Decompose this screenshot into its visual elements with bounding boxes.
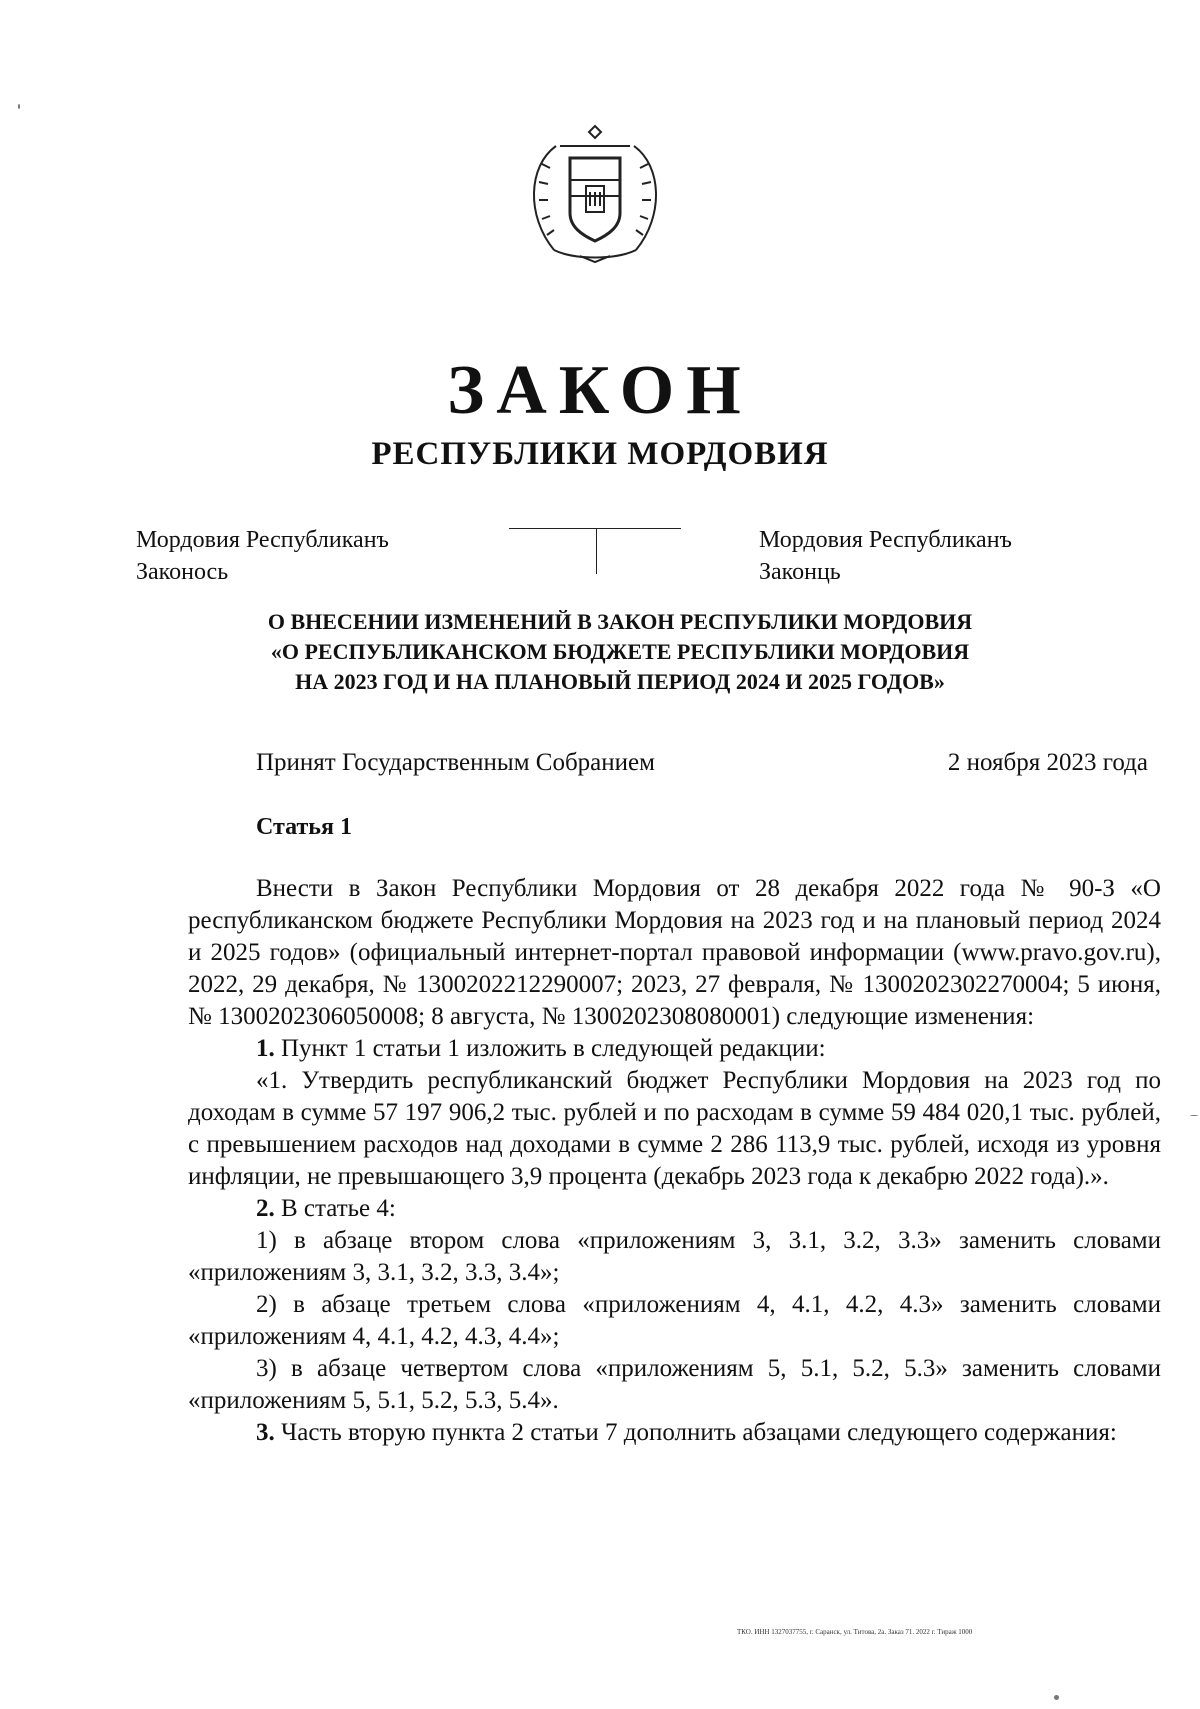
header-divider-vertical <box>596 528 597 574</box>
law-title-line-2: «О РЕСПУБЛИКАНСКОМ БЮДЖЕТЕ РЕСПУБЛИКИ МОРДОВИЯ <box>270 639 970 664</box>
law-title-line-3: НА 2023 ГОД И НА ПЛАНОВЫЙ ПЕРИОД 2024 И 2025 ГОДОВ» <box>295 669 945 694</box>
item-3 <box>188 1417 1161 1449</box>
item-2-subitem-2: 2) в абзаце третьем слова «приложениям 4, 4.1, 4.2, 4.3» заменить словами «приложениям 4, 4.1, 4.2, 4.3, 4.4»; <box>188 1291 1161 1350</box>
item-1-text: Пункт 1 статьи 1 изложить в следующей редакции: <box>274 1035 826 1062</box>
scan-speck <box>1054 1695 1059 1700</box>
article-intro: Внести в Закон Республики Мордовия от 28 декабря 2022 года № 90-З «О республиканском бюджете Республики Мордовия на 2023 год и на плановый период 2024 и 2025 годов» (официальный интернет-портал правовой информации (www.pravo.gov.ru), 2022, 29 декабря, № 1300202212290007; 2023, 27 февраля, № 1300202302270004; 5 июня, № 1300202306050008; 8 августа, № 1300202308080001) следующие изменения: <box>188 875 1161 1030</box>
item-3-number: 3. <box>256 1419 275 1446</box>
law-title-block <box>160 607 1080 697</box>
moksha-title-block <box>136 524 389 588</box>
item-2-subitem-1: 1) в абзаце втором слова «приложениям 3, 3.1, 3.2, 3.3» заменить словами «приложениям 3, 3.1, 3.2, 3.3, 3.4»; <box>188 1227 1161 1286</box>
adopted-date: 2 ноября 2023 года <box>947 749 1148 776</box>
document-title: ЗАКОН <box>447 352 753 429</box>
document-subtitle: РЕСПУБЛИКИ МОРДОВИЯ <box>371 436 829 472</box>
scan-speck <box>18 104 20 109</box>
article-body <box>188 873 1161 1449</box>
header-divider-horizontal <box>509 528 681 529</box>
scan-speck <box>1190 1115 1198 1116</box>
erzya-title-line-2: Законць <box>759 559 841 585</box>
erzya-title-block <box>759 524 1012 588</box>
item-1 <box>188 1033 1161 1065</box>
item-2-number: 2. <box>256 1195 275 1222</box>
moksha-title-line-2: Законось <box>136 559 229 585</box>
article-heading: Статья 1 <box>256 814 352 840</box>
coat-of-arms-icon <box>520 118 670 268</box>
law-title-line-1: О ВНЕСЕНИИ ИЗМЕНЕНИЙ В ЗАКОН РЕСПУБЛИКИ МОРДОВИЯ <box>267 609 973 634</box>
item-2-subitem-3: 3) в абзаце четвертом слова «приложениям 5, 5.1, 5.2, 5.3» заменить словами «приложениям 5, 5.1, 5.2, 5.3, 5.4». <box>188 1355 1161 1414</box>
moksha-title-line-1: Мордовия Республиканъ <box>136 527 389 553</box>
print-imprint: ТКО. ИНН 1327037755, г. Саранск, ул. Титова, 2а. Заказ 71. 2022 г. Тираж 1000 <box>737 1628 973 1636</box>
erzya-title-line-1: Мордовия Республиканъ <box>759 527 1012 553</box>
item-2 <box>188 1193 1161 1225</box>
item-1-quote: «1. Утвердить республиканский бюджет Республики Мордовия на 2023 год по доходам в сумме 57 197 906,2 тыс. рублей и по расходам в сумме 59 484 020,1 тыс. рублей, с превышением расходов над доходами в сумме 2 286 113,9 тыс. рублей, исходя из уровня инфляции, не превышающего 3,9 процента (декабрь 2023 года к декабрю 2022 года).». <box>188 1067 1161 1190</box>
item-1-number: 1. <box>256 1035 275 1062</box>
item-2-text: В статье 4: <box>274 1195 396 1222</box>
adopted-label: Принят Государственным Собранием <box>256 749 655 776</box>
item-3-text: Часть вторую пункта 2 статьи 7 дополнить абзацами следующего содержания: <box>274 1419 1117 1446</box>
